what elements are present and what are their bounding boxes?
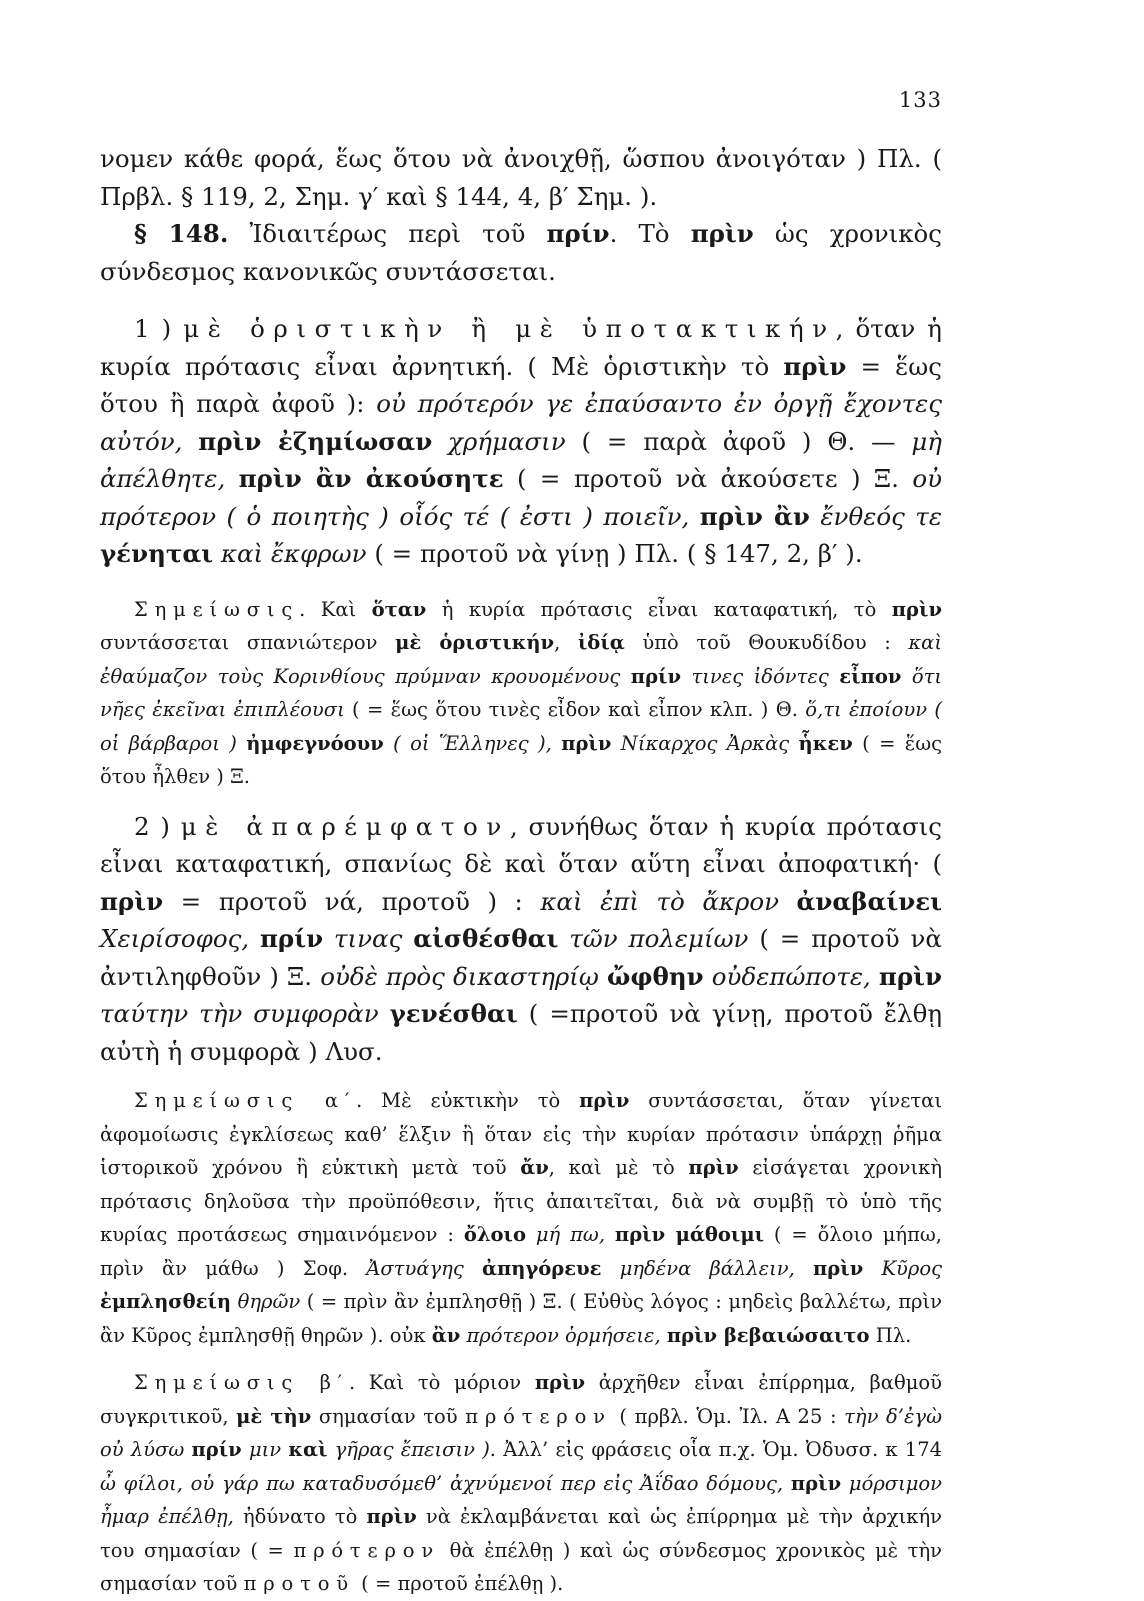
main-text-block	[100, 140, 942, 573]
page-body	[100, 140, 942, 1601]
page-number: 133	[898, 88, 942, 112]
note-paragraph: Σημείωσις. Καὶ ὅταν ἡ κυρία πρότασις εἶναι καταφατική, τὸ πρὶν συντάσσεται σπανιώτερον μὲ ὁριστικήν, ἰδίᾳ ὑπὸ τοῦ Θουκυδίδου : καὶ ἐθαύμαζον τοὺς Κορινθίους πρύμναν κρουομένους πρίν τινες ἰδόντες εἶπον ὅτι νῆες ἐκεῖναι ἐπιπλέουσι ( = ἕως ὅτου τινὲς εἶδον καὶ εἶπον κλπ. ) Θ. ὅ,τι ἐποίουν ( οἱ βάρβαροι ) ἠμφεγνόουν ( οἱ Ἕλληνες ), πρὶν Νίκαρχος Ἀρκὰς ἧκεν ( = ἕως ὅτου ἦλθεν ) Ξ.	[100, 597, 943, 788]
section-148-heading-paragraph: § 148. Ἰδιαιτέρως περὶ τοῦ πρίν. Τὸ πρὶν ὡς χρονικὸς σύνδεσμος κανονικῶς συντάσσεται.	[100, 219, 943, 286]
rule-2-paragraph: 2 ) μὲ ἀπαρέμφατον, συνήθως ὅταν ἡ κυρία πρότασις εἶναι καταφατική, σπανίως δὲ καὶ ὅταν αὕτη εἶναι ἀποφατική· ( πρὶν = προτοῦ νά, προτοῦ ) : καὶ ἐπὶ τὸ ἄκρον ἀναβαίνει Χειρίσοφος, πρίν τινας αἰσθέσθαι τῶν πολεμίων ( = προτοῦ νὰ ἀντιληφθοῦν ) Ξ. οὐδὲ πρὸς δικαστηρίῳ ὤφθην οὐδεπώποτε, πρὶν ταύτην τὴν συμφορὰν γενέσθαι ( =προτοῦ νὰ γίνῃ, προτοῦ ἔλθῃ αὐτὴ ἡ συμφορὰ ) Λυσ.	[100, 811, 943, 1066]
note-a-paragraph: Σημείωσις α′. Μὲ εὐκτικὴν τὸ πρὶν συντάσσεται, ὅταν γίνεται ἀφομοίωσις ἐγκλίσεως καθ’ ἕλξιν ἢ ὅταν εἰς τὴν κυρίαν πρότασιν ὑπάρχῃ ῥῆμα ἱστορικοῦ χρόνου ἢ εὐκτικὴ μετὰ τοῦ ἄν, καὶ μὲ τὸ πρὶν εἰσάγεται χρονικὴ πρότασις δηλοῦσα τὴν προϋπόθεσιν, ἥτις ἀπαιτεῖται, διὰ νὰ συμβῇ τὸ ὑπὸ τῆς κυρίας προτάσεως σημαινόμενον : ὄλοιο μή πω, πρὶν μάθοιμι ( = ὄλοιο μήπω, πρὶν ἂν μάθω ) Σοφ. Ἀστυάγης ἀπηγόρευε μηδένα βάλλειν, πρὶν Κῦρος ἐμπλησθείη θηρῶν ( = πρὶν ἂν ἐμπλησθῇ ) Ξ. ( Εὐθὺς λόγος : μηδεὶς βαλλέτω, πρὶν ἂν Κῦρος ἐμπλησθῇ θηρῶν ). οὐκ ἂν πρότερον ὁρμήσειε, πρὶν βεβαιώσαιτο Πλ.	[100, 1089, 943, 1347]
note-block-1	[100, 593, 942, 794]
note-block-2	[100, 1084, 942, 1352]
main-text-block-2	[100, 808, 942, 1071]
paragraph-continuation: νομεν κάθε φορά, ἕως ὅτου νὰ ἀνοιχθῇ, ὥσπου ἀνοιγόταν ) Πλ. ( Πρβλ. § 119, 2, Σημ. γ′ καὶ § 144, 4, β′ Σημ. ).	[100, 144, 942, 211]
rule-1-paragraph: 1 ) μὲ ὁριστικὴν ἢ μὲ ὑποτακτικήν, ὅταν ἡ κυρία πρότασις εἶναι ἀρνητική. ( Μὲ ὁριστικὴν τὸ πρὶν = ἕως ὅτου ἢ παρὰ ἀφοῦ ): οὐ πρότερόν γε ἐπαύσαντο ἐν ὀργῇ ἔχοντες αὐτόν, πρὶν ἐζημίωσαν χρήμασιν ( = παρὰ ἀφοῦ ) Θ. — μὴ ἀπέλθητε, πρὶν ἂν ἀκούσητε ( = προτοῦ νὰ ἀκούσετε ) Ξ. οὐ πρότερον ( ὁ ποιητὴς ) οἷός τέ ( ἐστι ) ποιεῖν, πρὶν ἂν ἔνθεός τε γένηται καὶ ἔκφρων ( = προτοῦ νὰ γίνῃ ) Πλ. ( § 147, 2, β′ ).	[100, 314, 942, 568]
note-block-3	[100, 1366, 942, 1601]
note-b-paragraph: Σημείωσις β′. Καὶ τὸ μόριον πρὶν ἀρχῆθεν εἶναι ἐπίρρημα, βαθμοῦ συγκριτικοῦ, μὲ τὴν σημασίαν τοῦ πρότερον ( πρβλ. Ὁμ. Ἰλ. Α 25 : τὴν δ’ἐγὼ οὐ λύσω πρίν μιν καὶ γῆρας ἔπεισιν ). Ἀλλ’ εἰς φράσεις οἷα π.χ. Ὁμ. Ὀδυσσ. κ 174 ὦ φίλοι, οὐ γάρ πω καταδυσόμεθ’ ἀχνύμενοί περ εἰς Ἀΐδαο δόμους, πρὶν μόρσιμον ἦμαρ ἐπέλθῃ, ἠδύνατο τὸ πρὶν νὰ ἐκλαμβάνεται καὶ ὡς ἐπίρρημα μὲ τὴν ἀρχικήν του σημασίαν ( = πρότερον θὰ ἐπέλθῃ ) καὶ ὡς σύνδεσμος χρονικὸς μὲ τὴν σημασίαν τοῦ προτοῦ ( = προτοῦ ἐπέλθῃ ).	[100, 1371, 943, 1595]
